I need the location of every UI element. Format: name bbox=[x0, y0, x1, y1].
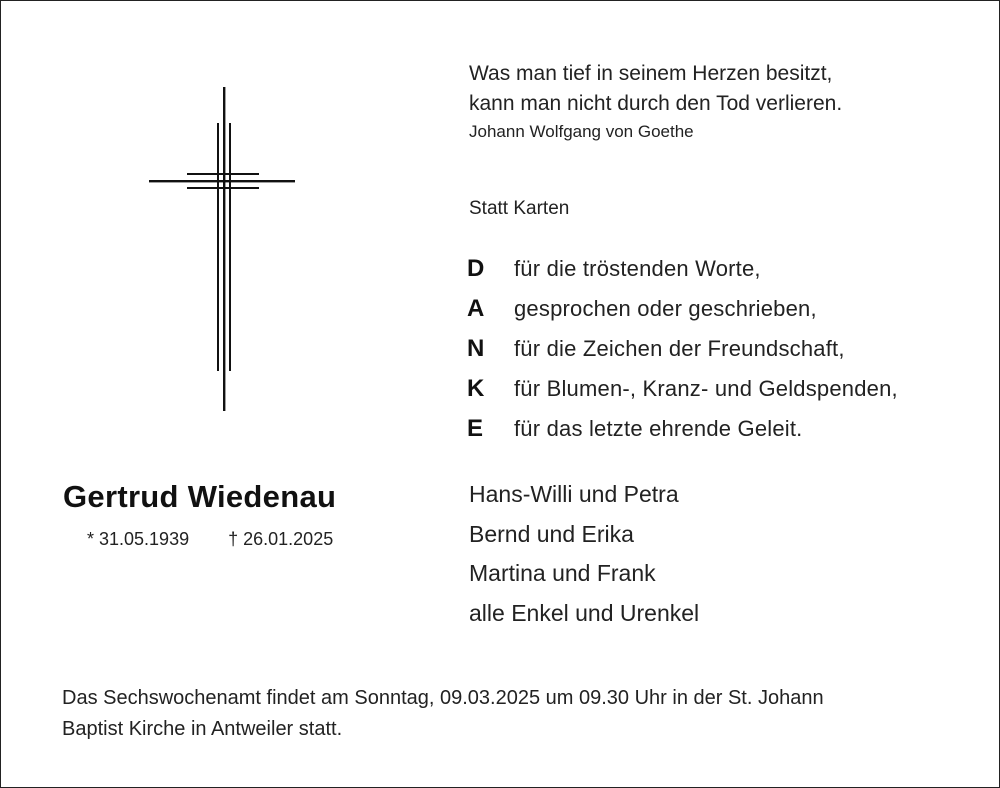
danke-text: für die tröstenden Worte, bbox=[514, 256, 761, 281]
notice-line: Baptist Kirche in Antweiler statt. bbox=[62, 718, 343, 740]
danke-letter: N bbox=[467, 335, 485, 362]
danke-row bbox=[467, 255, 967, 295]
danke-letter: E bbox=[467, 415, 484, 442]
mass-notice bbox=[62, 683, 942, 745]
life-dates bbox=[87, 529, 333, 550]
cross-icon bbox=[149, 87, 297, 413]
danke-row bbox=[467, 415, 967, 455]
family-member: alle Enkel und Urenkel bbox=[469, 599, 700, 626]
birth-date: * 31.05.1939 bbox=[87, 529, 190, 549]
statt-karten-label: Statt Karten bbox=[469, 198, 570, 219]
notice-line: Das Sechswochenamt findet am Sonntag, 09.03.2025 um 09.30 Uhr in der St. Johann bbox=[62, 687, 824, 709]
quote bbox=[469, 59, 842, 119]
danke-text: für das letzte ehrende Geleit. bbox=[514, 416, 803, 441]
danke-text: für die Zeichen der Freundschaft, bbox=[514, 336, 845, 361]
danke-acrostic bbox=[467, 255, 967, 455]
deceased-name: Gertrud Wiedenau bbox=[63, 479, 337, 514]
quote-author: Johann Wolfgang von Goethe bbox=[469, 122, 694, 141]
quote-line: kann man nicht durch den Tod verlieren. bbox=[469, 92, 843, 115]
danke-letter: K bbox=[467, 375, 485, 402]
danke-text: für Blumen-, Kranz- und Geldspenden, bbox=[514, 376, 898, 401]
danke-letter: A bbox=[467, 295, 485, 322]
danke-text: gesprochen oder geschrieben, bbox=[514, 296, 817, 321]
family-member: Bernd und Erika bbox=[469, 520, 634, 547]
danke-row bbox=[467, 335, 967, 375]
family-member: Martina und Frank bbox=[469, 560, 656, 586]
danke-row bbox=[467, 295, 967, 335]
death-date: † 26.01.2025 bbox=[228, 529, 334, 549]
danke-letter: D bbox=[467, 255, 485, 282]
quote-line: Was man tief in seinem Herzen besitzt, bbox=[469, 62, 833, 85]
family-member: Hans-Willi und Petra bbox=[469, 481, 679, 507]
family-list bbox=[469, 475, 699, 633]
danke-row bbox=[467, 375, 967, 415]
